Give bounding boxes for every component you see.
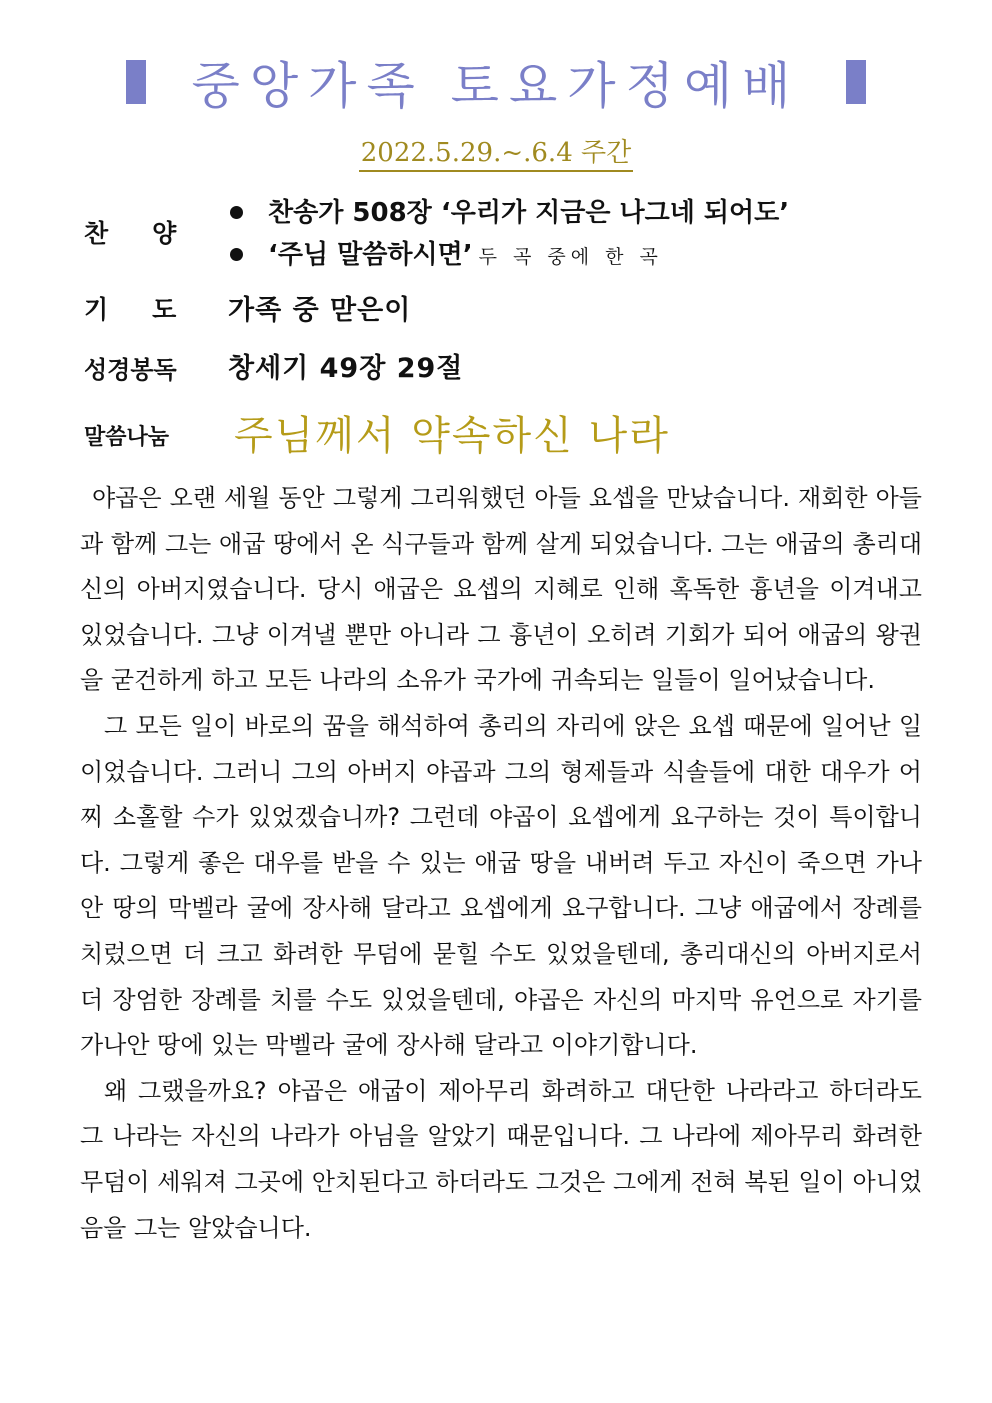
- bullet-icon: [230, 248, 243, 261]
- hymn-list: [228, 192, 789, 278]
- title-bar-left: [126, 60, 146, 104]
- body-paragraph: 왜 그랬을까요? 야곱은 애굽이 제아무리 화려하고 대단한 나라라고 하더라도 그 나라는 자신의 나라가 아님을 알았기 때문입니다. 그 나라에 제아무리 화려한 무덤이 세워져 그곳에 안치된다고 하더라도 그것은 그에게 전혀 복된 일이 아니었음을 그는 알았습니다.: [80, 1076, 922, 1242]
- scripture-label: 성경봉독: [84, 356, 177, 384]
- date-range: 2022.5.29.~.6.4 주간: [359, 138, 633, 172]
- scripture-value: 창세기 49장 29절: [228, 353, 464, 384]
- sermon-body: [80, 476, 922, 1251]
- prayer-value: 가족 중 맏은이: [228, 295, 412, 326]
- hymn-label: 찬양: [84, 219, 221, 248]
- body-paragraph: 야곱은 오랜 세월 동안 그렇게 그리워했던 아들 요셉을 만났습니다. 재회한 아들과 함께 그는 애굽 땅에서 온 식구들과 함께 살게 되었습니다. 그는 애굽의 총리대신의 아버지였습니다. 당시 애굽은 요셉의 지혜로 인해 혹독한 흉년을 이겨내고 있었습니다. 그냥 이겨낼 뿐만 아니라 그 흉년이 오히려 기회가 되어 애굽의 왕권을 굳건하게 하고 모든 나라의 소유가 국가에 귀속되는 일들이 일어났습니다.: [80, 484, 922, 695]
- body-paragraph: 그 모든 일이 바로의 꿈을 해석하여 총리의 자리에 앉은 요셉 때문에 일어난 일이었습니다. 그러니 그의 아버지 야곱과 그의 형제들과 식솔들에 대한 대우가 어찌 소홀할 수가 있었겠습니까? 그런데 야곱이 요셉에게 요구하는 것이 특이합니다. 그렇게 좋은 대우를 받을 수 있는 애굽 땅을 내버려 두고 자신이 죽으면 가나안 땅의 막벨라 굴에 장사해 달라고 요셉에게 요구합니다. 그냥 애굽에서 장례를 치렀으면 더 크고 화려한 무덤에 묻힐 수도 있었을텐데, 총리대신의 아버지로서 더 장엄한 장례를 치를 수도 있었을텐데, 야곱은 자신의 마지막 유언으로 자기를 가나안 땅에 있는 막벨라 굴에 장사해 달라고 이야기합니다.: [80, 711, 922, 1060]
- title-bar-right: [846, 60, 866, 104]
- sermon-label: 말씀나눔: [84, 425, 170, 450]
- hymn-item-note: 두 곡 중에 한 곡: [478, 246, 663, 268]
- prayer-label: 기도: [84, 295, 221, 324]
- page-title: 중앙가족 토요가정예배: [191, 57, 801, 115]
- hymn-item: [228, 234, 789, 278]
- sermon-title: 주님께서 약속하신 나라: [234, 413, 670, 459]
- title-row: [0, 42, 992, 122]
- date-row: [0, 132, 992, 169]
- hymn-item-text: ‘주님 말씀하시면’: [268, 240, 473, 270]
- bullet-icon: [230, 206, 243, 219]
- hymn-item: [228, 192, 789, 234]
- hymn-item-text: 찬송가 508장 ‘우리가 지금은 나그네 되어도’: [268, 198, 790, 228]
